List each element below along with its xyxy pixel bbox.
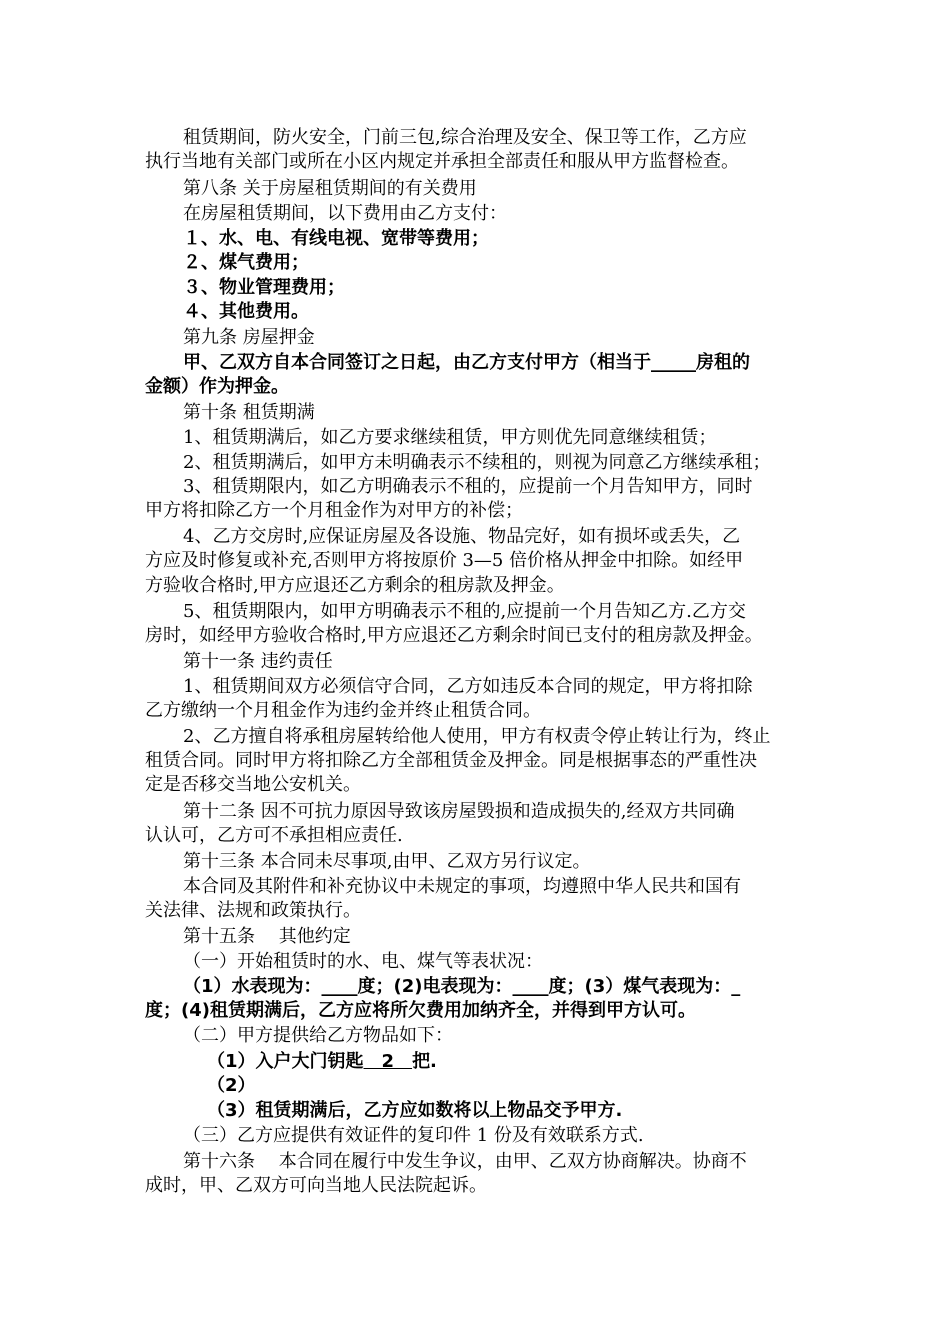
article-10-line7: 方验收合格时,甲方应退还乙方剩余的租房款及押金。 (145, 575, 565, 596)
article-10-line5: 4、乙方交房时,应保证房屋及各设施、物品完好，如有损坏或丢失，乙 (183, 526, 741, 547)
article-16-line2: 成时，甲、乙双方可向当地人民法院起诉。 (145, 1175, 487, 1196)
water-meter-label: （1）水表现为： (183, 976, 322, 997)
article-15-section-2-title: （二）甲方提供给乙方物品如下： (183, 1025, 453, 1046)
article-10-title: 第十条 租赁期满 (183, 402, 315, 423)
article-15-section-3: （三）乙方应提供有效证件的复印件 1 份及有效联系方式. (183, 1125, 644, 1146)
article-10-line3: 3、租赁期限内，如乙方明确表示不租的，应提前一个月告知甲方，同时 (183, 476, 753, 497)
article-8-title: 第八条 关于房屋租赁期间的有关费用 (183, 178, 477, 199)
article-11-title: 第十一条 违约责任 (183, 651, 333, 672)
article-8-item-3: ３、物业管理费用； (183, 277, 345, 298)
key-label: （1）入户大门钥匙 (207, 1051, 364, 1072)
article-9-line2: 金额）作为押金。 (145, 376, 289, 397)
article-10-line2: 2、租赁期满后，如甲方未明确表示不续租的，则视为同意乙方继续承租； (183, 452, 771, 473)
article-12-line2: 认认可，乙方可不承担相应责任. (145, 825, 403, 846)
items-provided-1 (207, 1050, 437, 1074)
article-8-intro: 在房屋租赁期间，以下费用由乙方支付： (183, 203, 507, 224)
article-12-line1: 第十二条 因不可抗力原因导致该房屋毁损和造成损失的,经双方共同确 (183, 801, 735, 822)
article-10-line4: 甲方将扣除乙方一个月租金作为对甲方的补偿； (145, 500, 523, 521)
article-11-line1: 1、租赁期间双方必须信守合同，乙方如违反本合同的规定，甲方将扣除 (183, 676, 753, 697)
article-13-line1: 第十三条 本合同未尽事项,由甲、乙双方另行议定。 (183, 851, 591, 872)
electric-meter-label: 度；(2)电表现为： (357, 976, 513, 997)
article-11-line3: 2、乙方擅自将承租房屋转给他人使用，甲方有权责令停止转让行为，终止 (183, 726, 771, 747)
article-11-line5: 定是否移交当地公安机关。 (145, 774, 361, 795)
article-8-item-1: １、水、电、有线电视、宽带等费用； (183, 228, 489, 249)
article-10-line9: 房时，如经甲方验收合格时,甲方应退还乙方剩余时间已支付的租房款及押金。 (145, 625, 763, 646)
meter-readings-line2: 度；(4)租赁期满后，乙方应将所欠费用加纳齐全，并得到甲方认可。 (145, 1000, 696, 1021)
applicable-law-line1: 本合同及其附件和补充协议中未规定的事项，均遵照中华人民共和国有 (183, 876, 741, 897)
applicable-law-line2: 关法律、法规和政策执行。 (145, 900, 361, 921)
article-11-line4: 租赁合同。同时甲方将扣除乙方全部租赁金及押金。同是根据事态的严重性决 (145, 750, 757, 771)
article-10-line1: 1、租赁期满后，如乙方要求继续租赁，甲方则优先同意继续租赁； (183, 427, 717, 448)
para-fire-safety-line2: 执行当地有关部门或所在小区内规定并承担全部责任和服从甲方监督检查。 (145, 151, 739, 172)
article-15-section-1-title: （一）开始租赁时的水、电、煤气等表状况： (183, 951, 543, 972)
deposit-amount-blank: _____ (651, 352, 696, 373)
article-10-line6: 方应及时修复或补充,否则甲方将按原价 3—5 倍价格从押金中扣除。如经甲 (145, 550, 744, 571)
gas-meter-blank: _ (731, 976, 741, 997)
para-fire-safety-line1: 租赁期间，防火安全，门前三包,综合治理及安全、保卫等工作，乙方应 (183, 127, 747, 148)
article-9-title: 第九条 房屋押金 (183, 327, 315, 348)
article-9-text-a: 甲、乙双方自本合同签订之日起，由乙方支付甲方（相当于 (183, 352, 651, 373)
items-provided-3: （3）租赁期满后，乙方应如数将以上物品交予甲方. (207, 1100, 623, 1121)
article-16-line1: 第十六条 本合同在履行中发生争议，由甲、乙双方协商解决。协商不 (183, 1151, 747, 1172)
key-count: 2 (363, 1051, 413, 1072)
article-9-line1 (183, 351, 750, 375)
article-11-line2: 乙方缴纳一个月租金作为违约金并终止租赁合同。 (145, 700, 541, 721)
article-8-item-2: ２、煤气费用； (183, 252, 309, 273)
electric-meter-blank: ____ (512, 976, 549, 997)
article-9-text-b: 房租的 (696, 352, 750, 373)
meter-readings-line1 (183, 975, 740, 999)
key-unit: 把. (412, 1051, 437, 1072)
gas-meter-label: 度；(3）煤气表现为： (548, 976, 732, 997)
article-8-item-4: ４、其他费用。 (183, 301, 309, 322)
items-provided-2: （2） (207, 1075, 256, 1096)
water-meter-blank: ____ (321, 976, 358, 997)
article-10-line8: 5、租赁期限内，如甲方明确表示不租的,应提前一个月告知乙方.乙方交 (183, 601, 746, 622)
article-15-title: 第十五条 其他约定 (183, 926, 351, 947)
